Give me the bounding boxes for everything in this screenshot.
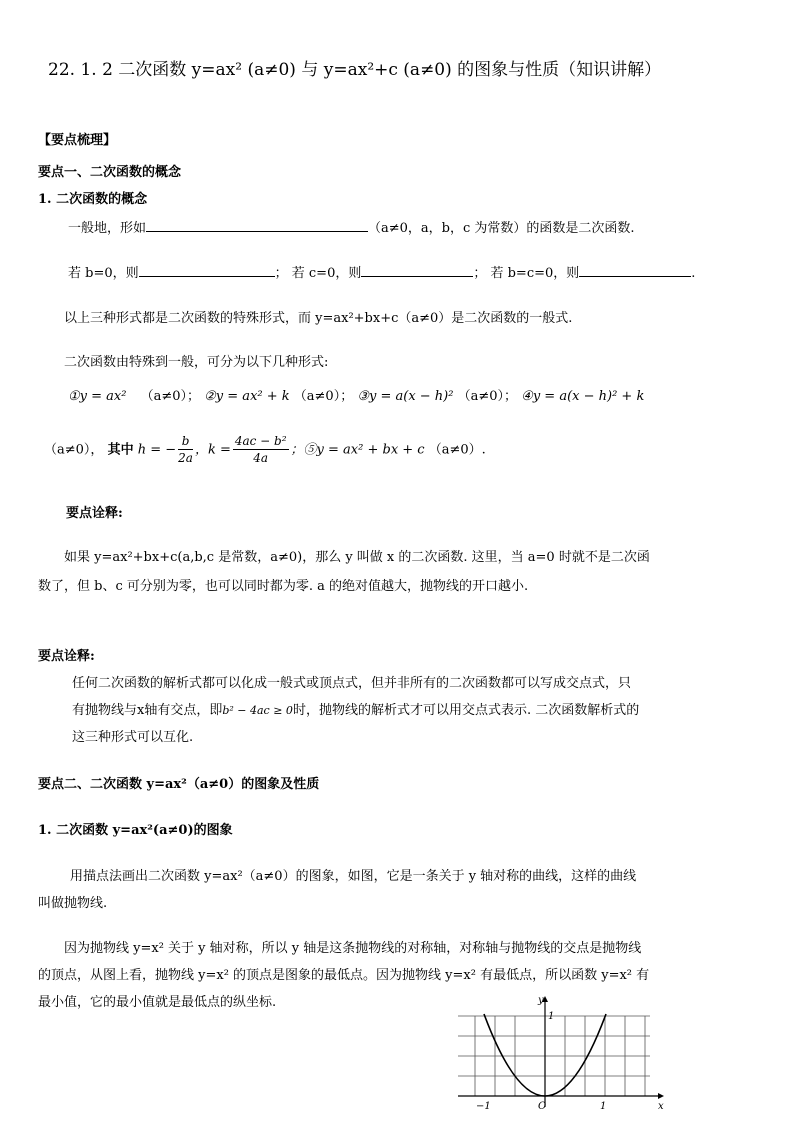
- x-pos-one-label: 1: [600, 1101, 607, 1112]
- k-lhs: ，k =: [194, 442, 231, 458]
- point2-subheading: 1. 二次函数 y=ax²(a≠0)的图象: [38, 823, 233, 838]
- note2-line-1: 任何二次函数的解析式都可以化成一般式或顶点式，但并非所有的二次函数都可以写成交点式，只: [72, 676, 632, 691]
- note1-line-2: 数了，但 b、c 可分别为零，也可以同时都为零. a 的绝对值越大，抛物线的开口越小.: [38, 579, 529, 594]
- note2-heading: 要点诠释:: [38, 649, 95, 664]
- form-5-cond: （a≠0）.: [428, 442, 486, 458]
- discriminant-condition: b² − 4ac ≥ 0: [222, 704, 293, 717]
- form-3-cond: （a≠0）；: [457, 389, 518, 404]
- form-2: ②y = ax² + k: [204, 389, 290, 404]
- answer-blank-c-zero[interactable]: [361, 264, 473, 277]
- y-axis-label: y: [538, 995, 544, 1006]
- section-heading: 【要点梳理】: [38, 133, 117, 148]
- x-axis-arrow: [658, 1093, 664, 1099]
- point1-subheading: 1. 二次函数的概念: [38, 192, 148, 207]
- definition-line: [68, 219, 635, 235]
- note1-heading: 要点诠释:: [66, 506, 123, 521]
- graph-para-line-1: 用描点法画出二次函数 y=ax²（a≠0）的图象，如图，它是一条关于 y 轴对称的曲线，这样的曲线: [70, 869, 637, 884]
- case-c-zero-text: ； 若 c=0，则: [274, 266, 362, 281]
- vertex-para-line-3: 最小值，它的最小值就是最低点的纵坐标.: [38, 995, 277, 1010]
- x-neg-one-label: −1: [476, 1101, 491, 1112]
- y-one-label: 1: [548, 1011, 555, 1022]
- form-1-cond: （a≠0）；: [140, 389, 201, 404]
- case-bc-zero-text: ； 若 b=c=0，则: [473, 266, 580, 281]
- note2-text-b: 时，抛物线的解析式才可以用交点式表示. 二次函数解析式的: [292, 703, 640, 718]
- case-b-zero-text: 若 b=0，则: [68, 266, 139, 281]
- definition-text-post: （a≠0，a，b，c 为常数）的函数是二次函数.: [368, 221, 635, 236]
- form-4-cond: （a≠0），: [44, 442, 104, 458]
- answer-blank-b-zero[interactable]: [139, 264, 275, 277]
- h-fraction: $\frac{b}{2a}$: [178, 434, 193, 466]
- origin-label: O: [538, 1101, 547, 1112]
- k-fraction: $\frac{\text{4ac − b²}}{4a}$: [234, 434, 287, 466]
- note2-text-a: 有抛物线与x轴有交点，即: [72, 703, 223, 718]
- point1-heading: 要点一、二次函数的概念: [38, 165, 182, 180]
- page-title: 22. 1. 2 二次函数 y=ax² (a≠0) 与 y=ax²+c (a≠0) 的图象与性质（知识讲解）: [48, 60, 662, 80]
- note2-line-2: [72, 704, 639, 717]
- form-3: ③y = a(x − h)²: [357, 389, 454, 404]
- form-5: ；⑤y = ax² + bx + c: [290, 442, 425, 458]
- vertex-para-line-1: 因为抛物线 y=x² 关于 y 轴对称，所以 y 轴是这条抛物线的对称轴，对称轴与抛物线的交点是抛物线: [64, 941, 642, 956]
- h-lhs: h = −: [137, 442, 177, 458]
- note2-line-3: 这三种形式可以互化.: [72, 730, 194, 745]
- parabola-graph: [450, 992, 670, 1114]
- forms-line-2: [44, 434, 486, 466]
- point2-heading: 要点二、二次函数 y=ax²（a≠0）的图象及性质: [38, 777, 320, 792]
- answer-blank-general-form[interactable]: [146, 219, 368, 232]
- form-2-cond: （a≠0）；: [293, 389, 354, 404]
- forms-intro: 二次函数由特殊到一般，可分为以下几种形式:: [64, 355, 329, 370]
- special-cases-line: [68, 264, 695, 280]
- form-1: ①y = ax²: [68, 389, 127, 404]
- definition-text-pre: 一般地，形如: [68, 221, 147, 236]
- general-form-sentence: 以上三种形式都是二次函数的特殊形式，而 y=ax²+bx+c（a≠0）是二次函数的一般式.: [64, 311, 573, 326]
- note1-line-1: 如果 y=ax²+bx+c(a,b,c 是常数，a≠0)，那么 y 叫做 x 的二次函数. 这里，当 a=0 时就不是二次函: [64, 550, 650, 565]
- answer-blank-bc-zero[interactable]: [579, 264, 691, 277]
- graph-grid: [458, 1016, 650, 1096]
- form-4: ④y = a(x − h)² + k: [521, 389, 645, 404]
- vertex-para-line-2: 的顶点，从图上看，抛物线 y=x² 的顶点是图象的最低点。因为抛物线 y=x² 有最低点，所以函数 y=x² 有: [38, 968, 650, 983]
- forms-line-1: [68, 390, 644, 403]
- case-end-text: .: [691, 266, 696, 281]
- graph-para-line-2: 叫做抛物线.: [38, 896, 108, 911]
- where-label: 其中: [107, 442, 134, 458]
- x-axis-label: x: [658, 1101, 664, 1112]
